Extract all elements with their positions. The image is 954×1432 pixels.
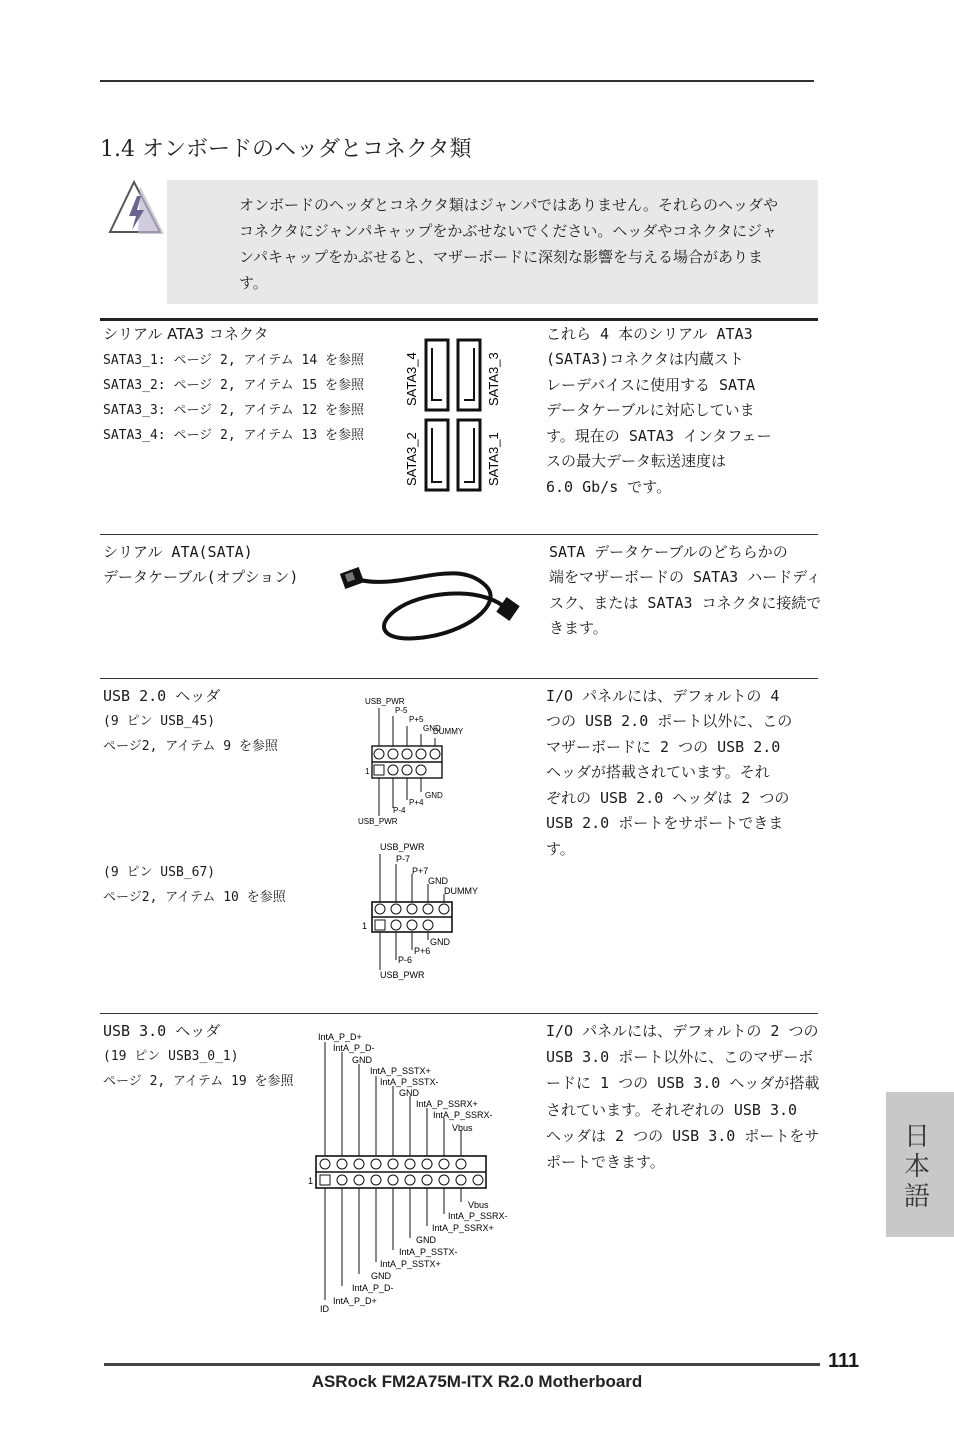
cable-desc-3: スク、または SATA3 コネクタに接続で	[549, 594, 822, 612]
usb3-bottom-pin-9: IntA_P_D+	[333, 1296, 377, 1306]
usb3-bottom-pin-1: Vbus	[468, 1200, 489, 1210]
usb3-header-diagram	[306, 1030, 526, 1316]
usb2-header-2-diagram	[358, 840, 508, 982]
section-title: 1.4 オンボードのヘッダとコネクタ類	[100, 137, 472, 162]
warning-text: オンボードのヘッダとコネクタ類はジャンパではありません。それらのヘッダやコネクタにジャンパキャップをかぶせないでください。ヘッダやコネクタにジャンパキャップをかぶせると、マザーボードに深刻な影響を与える場合があります。	[239, 196, 778, 292]
usb3-title: USB 3.0 ヘッダ	[103, 1022, 221, 1040]
language-side-tab	[886, 1092, 954, 1237]
usb3-top-pin-9: Vbus	[452, 1123, 473, 1133]
sata3-4-label: SATA3_4	[404, 352, 419, 406]
usb2-1-top-gnd: GND	[423, 724, 441, 733]
usb2-2-bot-gnd: GND	[430, 937, 450, 947]
usb2-1-bot-usbpwr: USB_PWR	[358, 817, 398, 826]
usb3-top-pin-7: IntA_P_SSRX+	[416, 1099, 478, 1109]
usb3-bottom-pin-10: ID	[320, 1304, 329, 1314]
sata3-ref-4: SATA3_4: ページ 2, アイテム 13 を参照	[103, 428, 364, 443]
usb2-desc-7: す。	[546, 840, 575, 858]
usb2-1-top-p5p: P+5	[409, 715, 424, 724]
sata3-desc-2: (SATA3)コネクタは内蔵スト	[546, 350, 744, 368]
usb2-2-top-p7m: P-7	[396, 854, 411, 864]
usb3-top-pin-1: IntA_P_D+	[318, 1032, 362, 1042]
usb2-1-top-p5m: P-5	[395, 706, 408, 715]
usb2-2-bot-p6m: P-6	[398, 955, 413, 965]
usb3-desc-6: ポートできます。	[546, 1153, 665, 1171]
sata3-connectors-diagram	[398, 336, 510, 496]
usb2-1-bot-p4m: P-4	[393, 806, 406, 815]
cable-desc-4: きます。	[549, 619, 608, 637]
usb2-desc-6: USB 2.0 ポートをサポートできま	[546, 814, 784, 832]
cable-rule	[100, 678, 818, 679]
usb3-desc-2: USB 3.0 ポート以外に、このマザーボ	[546, 1048, 814, 1066]
usb2-2-top-usbpwr: USB_PWR	[380, 842, 425, 852]
warning-box	[167, 180, 818, 304]
usb3-bottom-pin-7: GND	[371, 1271, 391, 1281]
sata3-desc-5: す。現在の SATA3 インタフェー	[546, 427, 772, 445]
usb2-1-pin1: 1	[365, 767, 370, 776]
language-side-tab-label: 日本語	[904, 1122, 931, 1212]
warning-rule	[100, 318, 818, 321]
usb2-2-bot-p6p: P+6	[414, 946, 431, 956]
usb2-desc-4: ヘッダが搭載されています。それ	[546, 763, 770, 781]
sata-rule	[100, 534, 818, 535]
usb3-sub: (19 ピン USB3_0_1)	[103, 1049, 239, 1064]
warning-icon	[108, 180, 166, 236]
usb2-desc-2: つの USB 2.0 ポート以外に、この	[546, 712, 793, 730]
sata3-ref-3: SATA3_3: ページ 2, アイテム 12 を参照	[103, 403, 364, 418]
usb3-bottom-pin-3: IntA_P_SSRX+	[432, 1223, 494, 1233]
cable-desc-2: 端をマザーボードの SATA3 ハードディ	[549, 568, 822, 586]
sata3-2-label: SATA3_2	[404, 432, 419, 486]
usb2-rule	[100, 1013, 818, 1014]
cable-desc-1: SATA データケーブルのどちらかの	[549, 543, 788, 561]
sata3-1-label: SATA3_1	[486, 432, 501, 486]
usb3-bottom-pin-2: IntA_P_SSRX-	[448, 1211, 508, 1221]
sata3-desc-3: レーデバイスに使用する SATA	[546, 376, 756, 394]
usb2-ref-1: ページ2, アイテム 9 を参照	[103, 739, 278, 754]
usb2-2-top-p7p: P+7	[412, 866, 429, 876]
usb3-pin1: 1	[308, 1176, 314, 1186]
usb2-1-bot-p4p: P+4	[409, 798, 424, 807]
usb3-desc-1: I/O パネルには、デフォルトの 2 つの	[546, 1022, 819, 1040]
usb3-bottom-pin-8: IntA_P_D-	[352, 1283, 394, 1293]
footer-rule	[104, 1363, 820, 1366]
usb2-desc-3: マザーボードに 2 つの USB 2.0	[546, 738, 781, 756]
sata3-desc-4: データケーブルに対応していま	[546, 401, 755, 419]
usb3-top-pin-6: GND	[399, 1088, 419, 1098]
usb2-2-pin1: 1	[362, 921, 368, 931]
usb2-sub-1: (9 ピン USB_45)	[103, 714, 216, 729]
usb2-2-top-gnd: GND	[428, 876, 448, 886]
sata3-ref-1: SATA3_1: ページ 2, アイテム 14 を参照	[103, 353, 364, 368]
usb2-desc-5: ぞれの USB 2.0 ヘッダは 2 つの	[546, 789, 790, 807]
sata3-desc-6: スの最大データ転送速度は	[546, 452, 727, 470]
usb3-bottom-pin-6: IntA_P_SSTX+	[380, 1259, 441, 1269]
cable-title-1: シリアル ATA(SATA)	[103, 543, 253, 561]
sata3-desc-7: 6.0 Gb/s です。	[546, 478, 672, 496]
usb3-top-pin-4: IntA_P_SSTX+	[370, 1066, 431, 1076]
sata3-ref-2: SATA3_2: ページ 2, アイテム 15 を参照	[103, 378, 364, 393]
usb3-desc-5: ヘッダは 2 つの USB 3.0 ポートをサ	[546, 1127, 820, 1145]
usb2-title: USB 2.0 ヘッダ	[103, 687, 221, 705]
usb2-2-top-dummy: DUMMY	[444, 886, 478, 896]
usb3-bottom-pin-4: GND	[416, 1235, 436, 1245]
cable-title-2: データケーブル(オプション)	[103, 568, 299, 586]
usb3-ref: ページ 2, アイテム 19 を参照	[103, 1074, 294, 1089]
usb2-1-top-dummy: DUMMY	[433, 727, 464, 736]
usb2-sub-2: (9 ピン USB_67)	[103, 865, 216, 880]
sata3-desc-1: これら 4 本のシリアル ATA3	[546, 325, 753, 343]
usb3-top-pin-5: IntA_P_SSTX-	[380, 1077, 439, 1087]
usb3-top-pin-3: GND	[352, 1055, 372, 1065]
usb2-1-top-usbpwr: USB_PWR	[365, 697, 405, 706]
sata3-3-label: SATA3_3	[486, 352, 501, 406]
usb3-desc-4: されています。それぞれの USB 3.0	[546, 1101, 798, 1119]
usb3-desc-3: ードに 1 つの USB 3.0 ヘッダが搭載	[546, 1074, 820, 1092]
usb2-ref-2: ページ2, アイテム 10 を参照	[103, 890, 286, 905]
usb2-2-bot-usbpwr: USB_PWR	[380, 970, 425, 980]
usb3-bottom-pin-5: IntA_P_SSTX-	[399, 1247, 458, 1257]
footer-model-name: ASRock FM2A75M-ITX R2.0 Motherboard	[311, 1372, 643, 1391]
usb2-header-1-diagram	[355, 694, 505, 828]
page-number: 111	[828, 1350, 860, 1372]
sata3-title: シリアル ATA3 コネクタ	[103, 325, 269, 343]
usb3-top-pin-2: IntA_P_D-	[333, 1043, 375, 1053]
top-rule	[100, 80, 814, 82]
usb2-1-bot-gnd: GND	[425, 791, 443, 800]
sata-cable-image	[336, 560, 526, 644]
usb3-top-pin-8: IntA_P_SSRX-	[433, 1110, 493, 1120]
usb2-desc-1: I/O パネルには、デフォルトの 4	[546, 687, 780, 705]
